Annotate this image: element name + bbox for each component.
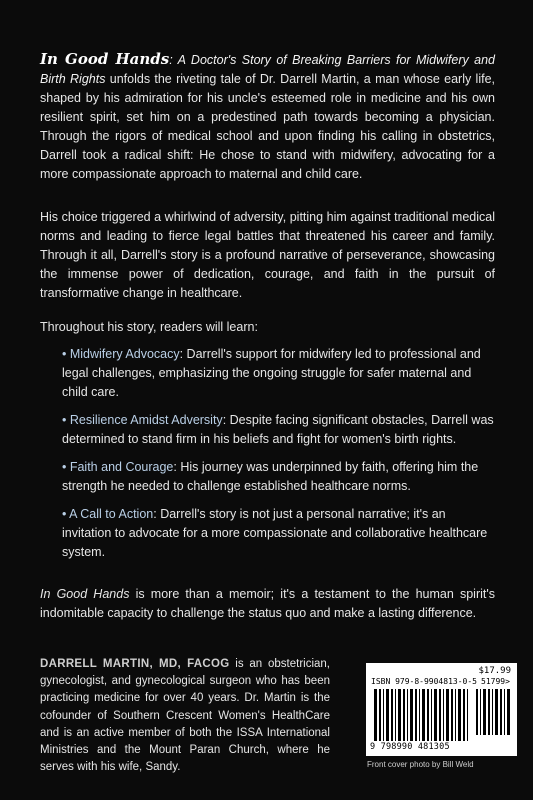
barcode-bar [504, 689, 505, 735]
closing-title: In Good Hands [40, 587, 130, 601]
ean-digits: 9 798990 481305 [370, 742, 450, 752]
price-addon-digits: 51799> [481, 677, 510, 686]
barcode-bar [410, 689, 413, 741]
barcode-bar [480, 689, 481, 735]
author-bio-text: is an obstetrician, gynecologist, and gynecological surgeon who has been practicing medicine for over 40 years. Dr. Martin is the cofounder of Southern Crescent Women's HealthCare and is an active member of both the ISSA International Ministries and the Mount Paran Church, where he serves with his wife, Sandy. [40, 658, 331, 774]
barcode-bar [403, 689, 405, 741]
ean-bars [374, 689, 472, 741]
learning-list [62, 345, 498, 571]
barcode-bar [492, 689, 493, 735]
barcode-bar [443, 689, 444, 741]
barcode [366, 663, 517, 756]
barcode-bar [483, 689, 486, 735]
bullet-text: : His journey was underpinned by faith, offering him the strength he needed to challenge established healthcare norms. [62, 460, 479, 493]
barcode-bar [434, 689, 437, 741]
list-item [62, 505, 498, 562]
barcode-bar [386, 689, 389, 741]
list-item [62, 345, 498, 402]
addon-bars [476, 689, 512, 735]
bullet-heading: • A Call to Action [62, 507, 154, 521]
barcode-bar [507, 689, 510, 735]
barcode-bar [379, 689, 381, 741]
barcode-bar [427, 689, 429, 741]
closing-text: is more than a memoir; it's a testament to the human spirit's indomitable capacity to challenge the status quo and make a lasting difference. [40, 587, 495, 620]
barcode-bar [439, 689, 441, 741]
bullet-heading: • Midwifery Advocacy [62, 347, 180, 361]
barcode-bar [463, 689, 465, 741]
barcode-bar [446, 689, 449, 741]
barcode-bar [419, 689, 420, 741]
bullet-text: : Darrell's support for midwifery led to professional and legal challenges, emphasizing the ongoing struggle for safer maternal and child care. [62, 347, 481, 399]
book-subtitle: : A Doctor's Story of Breaking Barriers for Midwifery and Birth Rights [40, 53, 496, 86]
barcode-bar [488, 689, 490, 735]
author-name: DARRELL MARTIN, MD, FACOG [40, 658, 230, 670]
barcode-bar [391, 689, 393, 741]
intro-paragraph [40, 50, 495, 184]
photo-credit: Front cover photo by Bill Weld [367, 760, 474, 769]
barcode-bar [476, 689, 478, 735]
author-bio [40, 656, 330, 776]
barcode-bar [455, 689, 456, 741]
list-item [62, 458, 498, 496]
bullet-text: : Despite facing significant obstacles, Darrell was determined to stand firm in his beliefs and fight for women's birth rights. [62, 413, 494, 446]
barcode-bar [451, 689, 453, 741]
barcode-bar [467, 689, 468, 741]
book-title: In Good Hands [40, 50, 170, 68]
barcode-bar [422, 689, 425, 741]
isbn-label: ISBN 979-8-9904813-0-5 [371, 677, 477, 686]
bullet-heading: • Faith and Courage [62, 460, 174, 474]
barcode-bar [458, 689, 461, 741]
price-label: $17.99 [478, 666, 511, 676]
barcode-bar [431, 689, 432, 741]
barcode-bar [398, 689, 401, 741]
lead-line: Throughout his story, readers will learn: [40, 320, 258, 334]
bullet-text: : Darrell's story is not just a personal narrative; it's an invitation to advocate for a more compassionate and collaborative healthcare system. [62, 507, 488, 559]
barcode-bar [374, 689, 377, 741]
barcode-bar [415, 689, 417, 741]
list-item [62, 411, 498, 449]
bullet-heading: • Resilience Amidst Adversity [62, 413, 223, 427]
intro-text: unfolds the riveting tale of Dr. Darrell Martin, a man whose early life, shaped by his admiration for his uncle's esteemed role in medicine and his own resilient spirit, set him on a predestined path towards becoming a physician. Through the rigors of medical school and upon finding his calling in obstetrics, Darrell took a radical shift: He chose to stand with midwifery, advocating for a more compassionate approach to maternal and child care. [40, 72, 496, 181]
barcode-bar [407, 689, 408, 741]
barcode-bar [500, 689, 502, 735]
barcode-bar [495, 689, 498, 735]
adversity-paragraph: His choice triggered a whirlwind of adversity, pitting him against traditional medical norms and leading to fierce legal battles that threatened his career and family. Through it all, Darrell's story is a profound narrative of perseverance, showcasing the immense power of dedication, courage, and faith in the pursuit of transformative change in healthcare. [40, 210, 495, 300]
barcode-bar [395, 689, 396, 741]
barcode-bar [383, 689, 384, 741]
closing-paragraph [40, 585, 495, 623]
